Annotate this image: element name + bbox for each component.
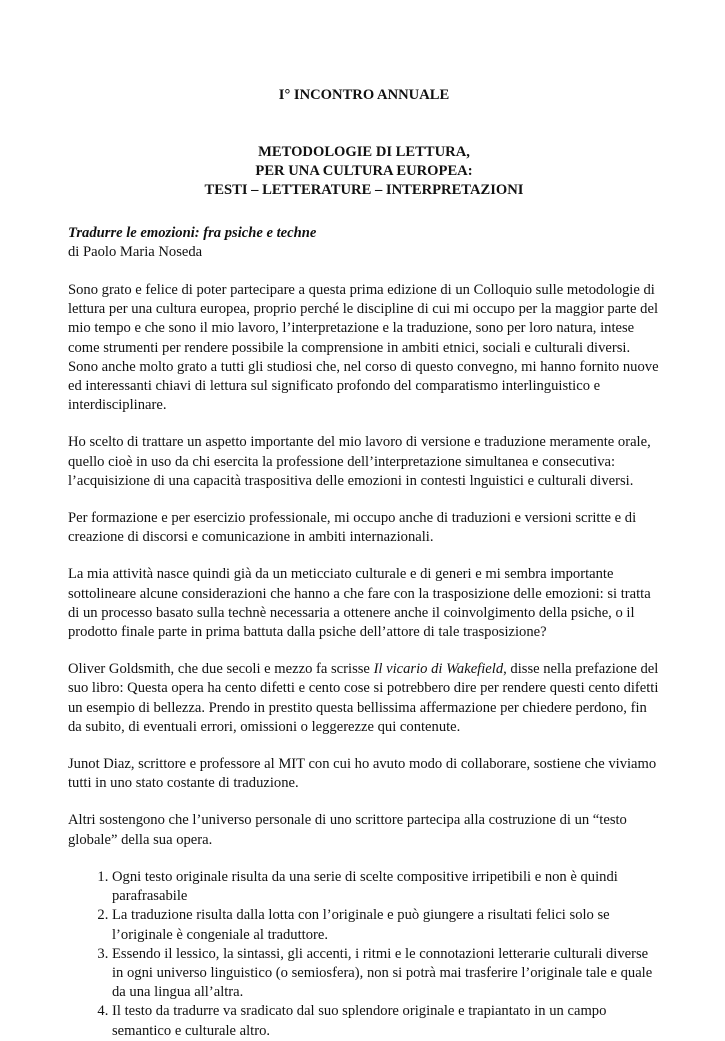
- document-page: [68, 86, 660, 1041]
- book-title: Il vicario di Wakefield: [373, 661, 504, 678]
- paragraph-goldsmith: [68, 660, 660, 737]
- conference-subtitle: [68, 143, 660, 201]
- paragraph: La mia attività nasce quindi già da un meticciato culturale e di generi e mi sembra importante sottolineare alcune considerazioni che hanno a che fare con la trasposizione delle emozioni: si tratta di un processo basato sulla technè necessaria a ottenere anche il coinvolgimento della psiche, o il prodotto finale parte in prima battuta dalla psiche dell’attore di tale trasposizione?: [68, 566, 651, 641]
- subtitle-line: PER UNA CULTURA EUROPEA:: [255, 163, 473, 180]
- article-title: Tradurre le emozioni: fra psiche e techne: [68, 224, 317, 241]
- subtitle-line: TESTI – LETTERATURE – INTERPRETAZIONI: [204, 182, 524, 199]
- goldsmith-text-after: , disse nella prefazione del suo libro: Questa opera ha cento difetti e cento cose si potrebbero dire per rendere questi cento difetti un esempio di bellezza. Prendo in prestito questa bellissima affermazione per chiedere perdono, fin da subito, di eventuali errori, omissioni o leggerezze qui contenute.: [68, 661, 659, 735]
- list-item: 3. Essendo il lessico, la sintassi, gli accenti, i ritmi e le connotazioni letterarie culturali diverse in ogni universo linguistico (o semiosfera), non si potrà mai trasferire l’originale tale e quale da una lingua all’altra.: [112, 945, 660, 1003]
- list-item: 2. La traduzione risulta dalla lotta con l’originale e può giungere a risultati felici solo se l’originale è congeniale al traduttore.: [112, 906, 660, 944]
- list-item: 1. Ogni testo originale risulta da una serie di scelte compositive irripetibili e non è quindi parafrasabile: [112, 868, 660, 906]
- paragraph: Per formazione e per esercizio professionale, mi occupo anche di traduzioni e versioni scritte e di creazione di discorsi e comunicazione in ambiti internazionali.: [68, 510, 637, 546]
- numbered-list: [68, 868, 660, 1041]
- paragraph: Junot Diaz, scrittore e professore al MIT con cui ho avuto modo di collaborare, sostiene che viviamo tutti in uno stato costante di traduzione.: [68, 756, 657, 792]
- list-item: 4. Il testo da tradurre va sradicato dal suo splendore originale e trapiantato in un campo semantico e culturale altro.: [112, 1002, 660, 1040]
- conference-title: I° INCONTRO ANNUALE: [278, 87, 450, 103]
- paragraph: Sono grato e felice di poter partecipare a questa prima edizione di un Colloquio sulle metodologie di lettura per una cultura europea, proprio perché le discipline di cui mi occupo per la maggior parte del mio tempo e che sono il mio lavoro, l’interpretazione e la traduzione, sono per loro natura, intese come strumenti per rendere possibile la comprensione in ambiti etnici, sociali e culturali diversi. Sono anche molto grato a tutti gli studiosi che, nel corso di questo convegno, mi hanno fornito nuove ed interessanti chiavi di lettura sul significato profondo del comparatismo interlinguistico e interdisciplinare.: [68, 282, 659, 414]
- paragraph: Altri sostengono che l’universo personale di uno scrittore partecipa alla costruzione di un “testo globale” della sua opera.: [68, 812, 627, 848]
- subtitle-line: METODOLOGIE DI LETTURA,: [258, 144, 470, 160]
- goldsmith-text-before: Oliver Goldsmith, che due secoli e mezzo fa scrisse: [68, 661, 374, 678]
- article-author: di Paolo Maria Noseda: [68, 243, 203, 260]
- paragraph: Ho scelto di trattare un aspetto importante del mio lavoro di versione e traduzione meramente orale, quello cioè in uso da chi esercita la professione dell’interpretazione simultanea e consecutiva: l’acquisizione di una capacità traspositiva delle emozioni in contesti lnguistici e culturali diversi.: [68, 434, 651, 489]
